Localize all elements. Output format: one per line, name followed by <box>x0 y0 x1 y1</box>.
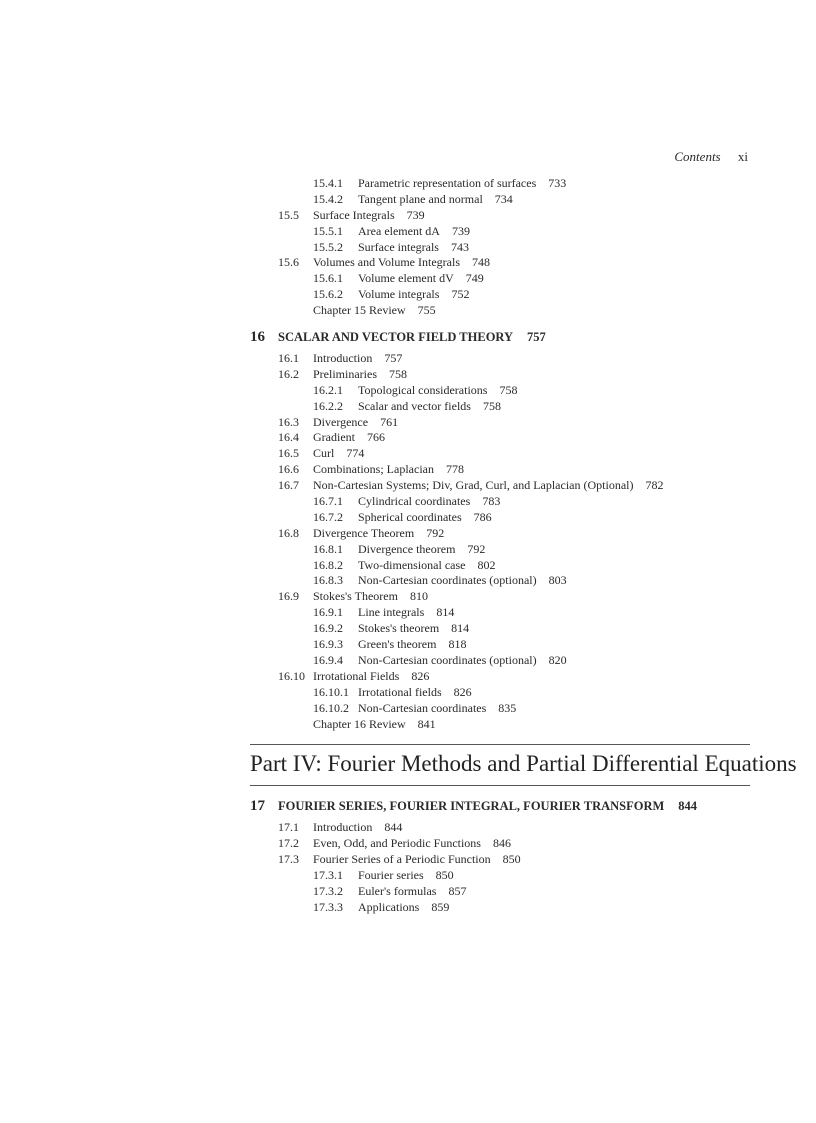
toc-entry[interactable] <box>250 287 750 303</box>
entry-page: 778 <box>445 462 464 477</box>
entry-page: 749 <box>465 271 484 286</box>
entry-text <box>313 717 436 733</box>
entry-number: 17.3.1 <box>313 868 343 883</box>
entry-page: 743 <box>450 239 469 254</box>
entry-title: Scalar and vector fields <box>358 398 471 413</box>
entry-text <box>313 208 425 224</box>
entry-text <box>313 589 428 605</box>
entry-title: Stokes's Theorem <box>313 589 398 604</box>
entry-page: 818 <box>448 637 467 652</box>
toc-entry[interactable] <box>250 176 750 192</box>
toc-block-chapter-15 <box>250 176 750 319</box>
entry-title: Two-dimensional case <box>358 557 466 572</box>
entry-text <box>313 255 490 271</box>
toc-entry[interactable] <box>250 868 750 884</box>
entry-page: 814 <box>451 621 470 636</box>
entry-text <box>358 621 469 637</box>
entry-title: Area element dA <box>358 223 440 238</box>
chapter-heading-16[interactable] <box>250 327 750 347</box>
entry-title: Spherical coordinates <box>358 509 462 524</box>
entry-text <box>313 669 429 685</box>
entry-page: 766 <box>366 430 385 445</box>
entry-page: 850 <box>435 868 454 883</box>
entry-text <box>358 653 567 669</box>
entry-text <box>313 351 402 367</box>
part-heading[interactable] <box>250 744 797 786</box>
entry-title: Introduction <box>313 351 373 366</box>
toc-entry[interactable] <box>250 478 750 494</box>
entry-title: Parametric representation of surfaces <box>358 176 537 190</box>
entry-title: Green's theorem <box>358 637 437 652</box>
entry-title: Introduction <box>313 820 373 835</box>
entry-number: 17.3 <box>278 852 299 867</box>
entry-page: 748 <box>472 255 490 270</box>
entry-number: 17.1 <box>278 820 299 835</box>
toc-entry[interactable] <box>250 240 750 256</box>
entry-title: Chapter 16 Review <box>313 716 406 731</box>
entry-title: Fourier series <box>358 868 424 883</box>
entry-page: 792 <box>426 525 445 540</box>
chapter-number: 17 <box>250 798 265 815</box>
toc-entry[interactable] <box>250 669 750 685</box>
entry-number: 16.8.3 <box>313 573 343 588</box>
entry-title: Volumes and Volume Integrals <box>313 255 460 270</box>
toc-entry[interactable] <box>250 192 750 208</box>
entry-number: 15.4.2 <box>313 191 343 206</box>
toc-entry[interactable] <box>250 653 750 669</box>
entry-page: 739 <box>451 223 470 238</box>
entry-text <box>358 605 454 621</box>
entry-title: Preliminaries <box>313 366 377 381</box>
toc-entry[interactable] <box>250 208 750 224</box>
entry-number: 16.8.1 <box>313 541 343 556</box>
entry-page: 802 <box>477 557 496 572</box>
entry-text <box>358 510 492 526</box>
part-title: Part IV: Fourier Methods and Partial Differential Equations <box>250 751 797 777</box>
entry-text <box>358 240 469 256</box>
entry-number: 15.4.1 <box>313 176 343 190</box>
entry-page: 826 <box>453 684 472 699</box>
entry-title: Volume integrals <box>358 287 440 302</box>
entry-title: Curl <box>313 446 335 461</box>
toc-entry[interactable] <box>250 884 750 900</box>
entry-text <box>313 836 511 852</box>
entry-title: Divergence <box>313 414 369 429</box>
entry-page: 846 <box>492 836 511 851</box>
entry-text <box>358 558 495 574</box>
entry-number: 16.2 <box>278 366 299 381</box>
entry-number: 15.5.1 <box>313 223 343 238</box>
entry-text <box>358 176 566 192</box>
entry-text <box>358 192 513 208</box>
entry-text <box>358 637 466 653</box>
entry-text <box>358 542 485 558</box>
entry-text <box>358 224 470 240</box>
toc-entry[interactable] <box>250 255 750 271</box>
entry-page: 820 <box>548 652 567 667</box>
entry-number: 15.5.2 <box>313 239 343 254</box>
toc-entry[interactable] <box>250 383 750 399</box>
entry-number: 16.7.1 <box>313 494 343 509</box>
toc-entry[interactable] <box>250 415 750 431</box>
entry-text <box>358 573 567 589</box>
entry-page: 810 <box>409 589 428 604</box>
entry-title: Applications <box>358 899 420 914</box>
entry-page: 757 <box>384 351 403 366</box>
entry-title: Fourier Series of a Periodic Function <box>313 852 491 867</box>
entry-number: 16.10.2 <box>313 700 349 715</box>
entry-number: 16.8 <box>278 525 299 540</box>
entry-title: Non-Cartesian coordinates <box>358 700 487 715</box>
entry-number: 16.9.2 <box>313 621 343 636</box>
toc-entry[interactable] <box>250 558 750 574</box>
entry-page: 783 <box>482 494 501 509</box>
entry-title: Irrotational fields <box>358 684 442 699</box>
entry-title: Euler's formulas <box>358 883 437 898</box>
entry-text <box>313 820 402 836</box>
toc-entry[interactable] <box>250 351 750 367</box>
entry-page: 758 <box>499 382 518 397</box>
entry-page: 755 <box>417 303 436 318</box>
toc-entry[interactable] <box>250 510 750 526</box>
entry-text <box>358 399 501 415</box>
toc-entry[interactable] <box>250 637 750 653</box>
toc-entry[interactable] <box>250 820 750 836</box>
toc-entry[interactable] <box>250 224 750 240</box>
entry-text <box>358 701 516 717</box>
entry-page: 734 <box>494 191 513 206</box>
entry-number: 16.8.2 <box>313 557 343 572</box>
toc-entry[interactable] <box>250 573 750 589</box>
toc-entry[interactable] <box>250 605 750 621</box>
entry-number: 16.7.2 <box>313 509 343 524</box>
toc-entry[interactable] <box>250 526 750 542</box>
chapter-title: SCALAR AND VECTOR FIELD THEORY 757 <box>278 330 546 345</box>
entry-page: 814 <box>436 605 455 620</box>
entry-text <box>358 884 466 900</box>
toc-entry[interactable] <box>250 399 750 415</box>
entry-number: 15.5 <box>278 207 299 222</box>
entry-title: Combinations; Laplacian <box>313 462 434 477</box>
toc-entry[interactable] <box>250 621 750 637</box>
entry-text <box>313 446 364 462</box>
entry-title: Surface integrals <box>358 239 439 254</box>
entry-text <box>313 478 663 494</box>
entry-page: 803 <box>548 573 567 588</box>
toc-entry[interactable] <box>250 701 750 717</box>
toc-entry[interactable] <box>250 494 750 510</box>
entry-text <box>313 303 436 319</box>
entry-text <box>313 415 398 431</box>
entry-page: 859 <box>431 899 450 914</box>
toc-entry[interactable] <box>250 462 750 478</box>
table-of-contents <box>250 176 797 916</box>
entry-title: Cylindrical coordinates <box>358 494 471 509</box>
entry-number: 15.6.1 <box>313 271 343 286</box>
entry-number: 16.6 <box>278 462 299 477</box>
entry-title: Tangent plane and normal <box>358 191 483 206</box>
entry-page: 752 <box>451 287 470 302</box>
entry-text <box>358 271 484 287</box>
toc-entry[interactable] <box>250 271 750 287</box>
entry-page: 739 <box>406 207 425 222</box>
entry-page: 786 <box>473 509 492 524</box>
running-header <box>674 149 748 165</box>
entry-number: 15.6 <box>278 255 299 270</box>
entry-title: Non-Cartesian coordinates (optional) <box>358 573 537 588</box>
entry-page: 850 <box>502 852 521 867</box>
chapter-title: FOURIER SERIES, FOURIER INTEGRAL, FOURIER TRANSFORM 844 <box>278 799 698 814</box>
entry-title: Divergence Theorem <box>313 525 415 540</box>
toc-entry[interactable] <box>250 542 750 558</box>
entry-title: Irrotational Fields <box>313 668 400 683</box>
entry-title: Line integrals <box>358 605 425 620</box>
entry-number: 17.3.2 <box>313 883 343 898</box>
entry-title: Surface Integrals <box>313 207 395 222</box>
chapter-page: 757 <box>527 330 546 345</box>
toc-entry[interactable] <box>250 685 750 701</box>
toc-entry[interactable] <box>250 367 750 383</box>
entry-number: 16.7 <box>278 478 299 493</box>
chapter-review-entry[interactable] <box>250 303 750 319</box>
toc-entry[interactable] <box>250 430 750 446</box>
entry-text <box>358 685 472 701</box>
entry-text <box>358 287 469 303</box>
entry-title: Stokes's theorem <box>358 621 440 636</box>
toc-block-chapter-16 <box>250 351 750 732</box>
entry-number: 16.9.3 <box>313 637 343 652</box>
entry-page: 835 <box>498 700 517 715</box>
toc-entry[interactable] <box>250 446 750 462</box>
entry-title: Non-Cartesian coordinates (optional) <box>358 652 537 667</box>
entry-page: 841 <box>417 716 436 731</box>
entry-page: 758 <box>482 398 501 413</box>
header-page-number: xi <box>737 149 748 164</box>
entry-title: Even, Odd, and Periodic Functions <box>313 836 481 851</box>
entry-number: 16.9.4 <box>313 652 343 667</box>
entry-page: 758 <box>388 366 407 381</box>
entry-number: 16.2.1 <box>313 382 343 397</box>
entry-page: 826 <box>411 668 430 683</box>
entry-page: 733 <box>548 176 567 190</box>
entry-number: 15.6.2 <box>313 287 343 302</box>
chapter-heading-17[interactable] <box>250 796 750 816</box>
entry-number: 16.10 <box>278 668 305 683</box>
entry-number: 16.5 <box>278 446 299 461</box>
entry-page: 774 <box>346 446 365 461</box>
chapter-review-entry[interactable] <box>250 717 750 733</box>
toc-entry[interactable] <box>250 589 750 605</box>
entry-number: 16.2.2 <box>313 398 343 413</box>
entry-number: 16.10.1 <box>313 684 349 699</box>
entry-page: 792 <box>467 541 486 556</box>
entry-title: Volume element dV <box>358 271 454 286</box>
chapter-number: 16 <box>250 329 265 346</box>
entry-title: Divergence theorem <box>358 541 456 556</box>
entry-text <box>313 430 385 446</box>
entry-page: 844 <box>384 820 403 835</box>
entry-page: 782 <box>645 478 664 493</box>
toc-entry[interactable] <box>250 852 750 868</box>
toc-entry[interactable] <box>250 900 750 916</box>
entry-title: Gradient <box>313 430 355 445</box>
entry-text <box>313 462 464 478</box>
entry-page: 761 <box>380 414 399 429</box>
entry-page: 857 <box>448 883 467 898</box>
entry-number: 16.3 <box>278 414 299 429</box>
entry-text <box>358 868 454 884</box>
toc-block-chapter-17 <box>250 820 750 915</box>
toc-entry[interactable] <box>250 836 750 852</box>
chapter-page: 844 <box>678 799 698 814</box>
entry-number: 17.3.3 <box>313 899 343 914</box>
entry-text <box>313 367 407 383</box>
entry-text <box>358 383 517 399</box>
entry-number: 16.9 <box>278 589 299 604</box>
entry-number: 16.9.1 <box>313 605 343 620</box>
entry-text <box>358 900 449 916</box>
header-title: Contents <box>674 149 721 164</box>
entry-text <box>313 852 521 868</box>
entry-number: 16.4 <box>278 430 299 445</box>
entry-text <box>358 494 500 510</box>
entry-title: Topological considerations <box>358 382 488 397</box>
entry-title: Chapter 15 Review <box>313 303 406 318</box>
entry-text <box>313 526 444 542</box>
entry-number: 16.1 <box>278 351 299 366</box>
entry-number: 17.2 <box>278 836 299 851</box>
entry-title: Non-Cartesian Systems; Div, Grad, Curl, and Laplacian (Optional) <box>313 478 634 493</box>
